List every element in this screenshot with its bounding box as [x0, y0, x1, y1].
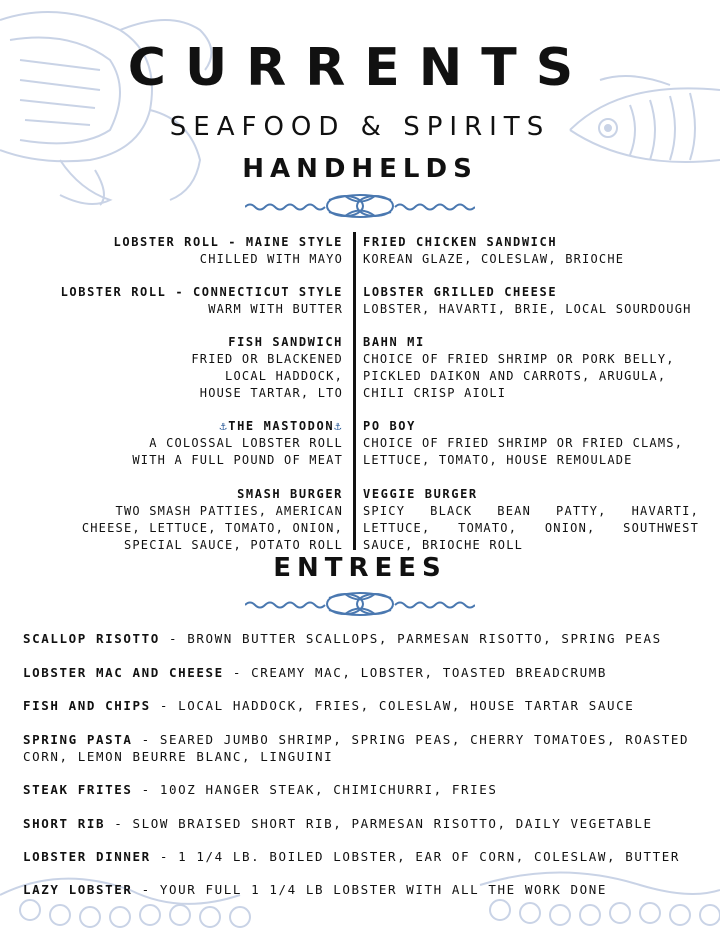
item-desc: HOUSE TARTAR, LTO [199, 386, 343, 400]
column-divider [353, 232, 356, 550]
restaurant-tagline: SEAFOOD & SPIRITS [169, 112, 551, 142]
entree-name: LOBSTER MAC AND CHEESE [23, 665, 224, 680]
item-desc: WARM WITH BUTTER [208, 302, 343, 316]
entree-name: SHORT RIB [23, 816, 106, 831]
menu-item-the-mastodon [132, 418, 343, 469]
item-desc: LOBSTER, HAVARTI, BRIE, LOCAL SOURDOUGH [363, 302, 692, 316]
entree-name: STEAK FRITES [23, 782, 133, 797]
menu-item-smash-burger [82, 486, 343, 554]
menu-item-po-boy [363, 418, 699, 469]
item-desc: CHOICE OF FRIED SHRIMP OR PORK BELLY, PICKLED DAIKON AND CARROTS, ARUGULA, CHILI CRISP AIOLI [363, 352, 675, 400]
menu-item-lobster-roll-connecticut [61, 284, 343, 318]
item-desc: SPICY BLACK BEAN PATTY, HAVARTI, LETTUCE, TOMATO, ONION, SOUTHWEST SAUCE, BRIOCHE ROLL [363, 504, 699, 552]
entree-lobster-dinner [23, 848, 703, 865]
entree-spring-pasta [23, 731, 703, 765]
entree-desc: - CREAMY MAC, LOBSTER, TOASTED BREADCRUMB [223, 665, 608, 680]
item-name: VEGGIE BURGER [363, 487, 478, 501]
menu-item-bahn-mi [363, 334, 693, 402]
restaurant-name: CURRENTS [127, 38, 593, 98]
entree-scallop-risotto [23, 630, 703, 647]
item-desc: CHEESE, LETTUCE, TOMATO, ONION, [81, 521, 343, 535]
menu-item-lobster-grilled-cheese [363, 284, 699, 318]
item-desc: CHILLED WITH MAYO [199, 252, 343, 266]
anchor-icon: ⚓ [334, 419, 343, 433]
item-name: SMASH BURGER [237, 487, 343, 501]
item-desc: LOCAL HADDOCK, [225, 369, 343, 383]
entree-name: LOBSTER DINNER [23, 849, 151, 864]
item-name: BAHN MI [363, 335, 425, 349]
section-title-handhelds: HANDHELDS [242, 154, 478, 184]
menu-item-fried-chicken-sandwich [363, 234, 699, 268]
entree-steak-frites [23, 781, 703, 798]
item-desc: KOREAN GLAZE, COLESLAW, BRIOCHE [363, 252, 625, 266]
item-name: FRIED CHICKEN SANDWICH [363, 235, 558, 249]
item-desc: WITH A FULL POUND OF MEAT [132, 453, 343, 467]
entree-desc: - BROWN BUTTER SCALLOPS, PARMESAN RISOTTO, SPRING PEAS [159, 631, 662, 646]
entree-name: LAZY LOBSTER [23, 882, 133, 897]
item-desc: FRIED OR BLACKENED [191, 352, 343, 366]
entree-name: SPRING PASTA [23, 732, 133, 747]
entree-fish-and-chips [23, 697, 703, 714]
item-desc: TWO SMASH PATTIES, AMERICAN [115, 504, 343, 518]
entree-name: SCALLOP RISOTTO [23, 631, 160, 646]
entree-name: FISH AND CHIPS [23, 698, 151, 713]
entree-desc: - 1 1/4 LB. BOILED LOBSTER, EAR OF CORN, COLESLAW, BUTTER [150, 849, 681, 864]
menu-item-veggie-burger [363, 486, 699, 554]
item-name: LOBSTER ROLL - MAINE STYLE [113, 235, 343, 249]
menu-item-fish-sandwich [191, 334, 343, 402]
entree-desc: - LOCAL HADDOCK, FRIES, COLESLAW, HOUSE TARTAR SAUCE [150, 698, 635, 713]
item-name: THE MASTODON [228, 419, 335, 433]
item-desc: CHOICE OF FRIED SHRIMP OR FRIED CLAMS, LETTUCE, TOMATO, HOUSE REMOULADE [363, 436, 684, 467]
rope-knot-icon [245, 192, 475, 222]
entree-desc: - 10OZ HANGER STEAK, CHIMICHURRI, FRIES [132, 782, 498, 797]
anchor-icon: ⚓ [219, 419, 229, 433]
item-desc: SPECIAL SAUCE, POTATO ROLL [123, 538, 343, 552]
entree-lobster-mac-and-cheese [23, 664, 703, 681]
item-name: FISH SANDWICH [228, 335, 343, 349]
entree-lazy-lobster [23, 881, 703, 898]
item-name: PO BOY [363, 419, 416, 433]
entree-desc: - SEARED JUMBO SHRIMP, SPRING PEAS, CHERRY TOMATOES, ROASTED CORN, LEMON BEURRE BLANC, LINGUINI [23, 732, 690, 764]
entree-desc: - YOUR FULL 1 1/4 LB LOBSTER WITH ALL THE WORK DONE [132, 882, 608, 897]
section-title-entrees: ENTREES [273, 553, 447, 583]
item-name: LOBSTER GRILLED CHEESE [363, 285, 558, 299]
item-desc: A COLOSSAL LOBSTER ROLL [149, 436, 343, 450]
entree-desc: - SLOW BRAISED SHORT RIB, PARMESAN RISOTTO, DAILY VEGETABLE [105, 816, 653, 831]
rope-knot-icon [245, 590, 475, 620]
menu-item-lobster-roll-maine [114, 234, 343, 268]
item-name: LOBSTER ROLL - CONNECTICUT STYLE [60, 285, 343, 299]
entree-short-rib [23, 815, 703, 832]
